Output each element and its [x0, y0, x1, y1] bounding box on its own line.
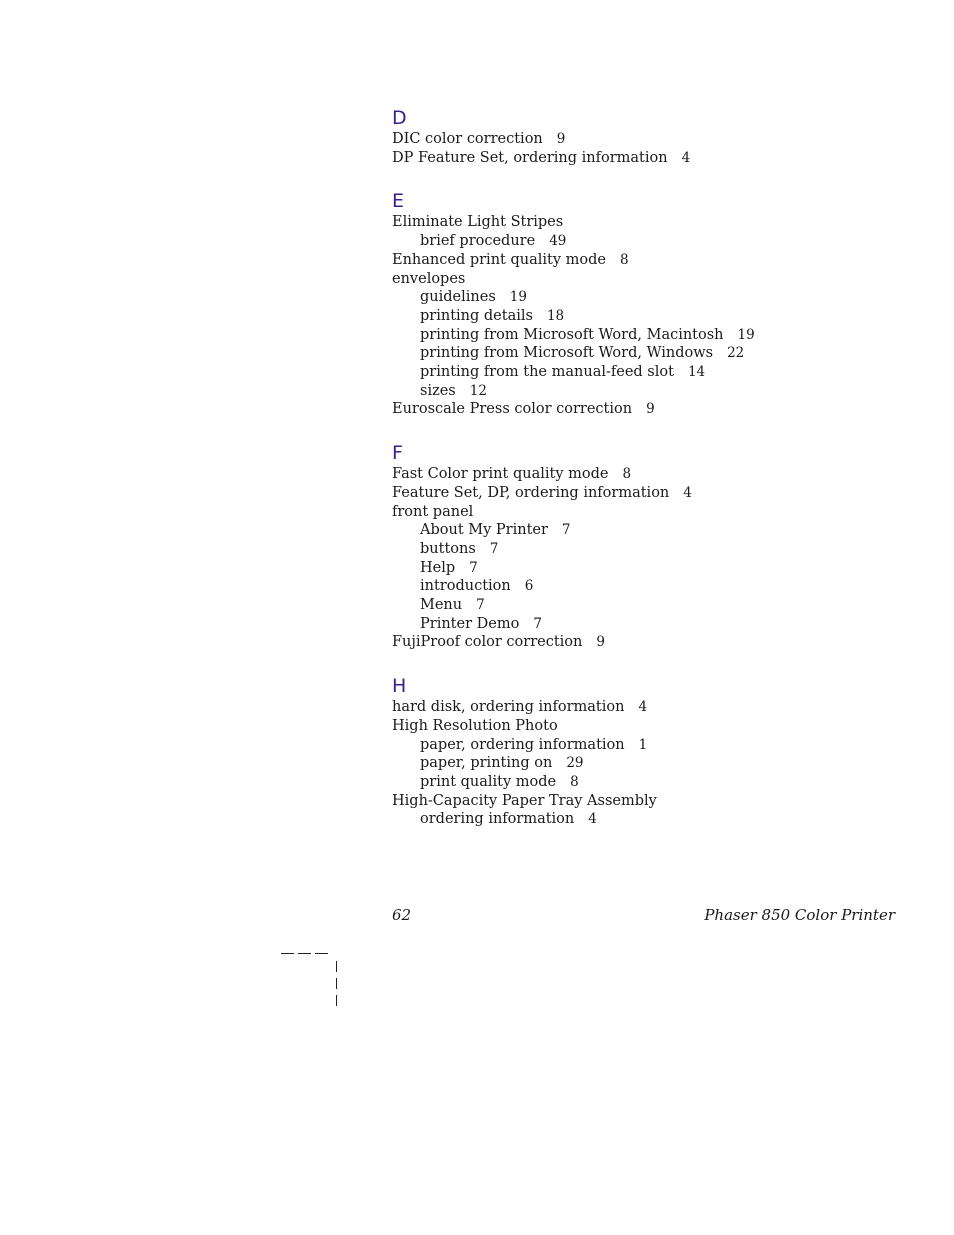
entry-page-number[interactable]: 6: [524, 578, 534, 595]
index-entry: [392, 484, 912, 503]
index-section-f: [392, 441, 912, 652]
entry-text: DP Feature Set, ordering information: [392, 149, 668, 166]
index-subentry: [392, 363, 912, 382]
entry-page-number[interactable]: 9: [596, 634, 605, 651]
index-subentry: [392, 307, 912, 326]
section-letter: E: [392, 190, 405, 213]
entry-text: printing from the manual-feed slot: [420, 364, 674, 381]
index-subentry: [392, 810, 912, 829]
index-subentry: [392, 754, 912, 773]
index-entry: [392, 251, 912, 270]
crop-mark-vertical: [336, 995, 337, 1006]
index-entry: [392, 213, 912, 232]
index-section-h: [392, 674, 912, 829]
index-section-d: [392, 106, 912, 167]
index-subentry: [392, 615, 912, 634]
entry-text: About My Printer: [420, 522, 548, 539]
index-entry: [392, 130, 912, 149]
section-letter: H: [392, 675, 407, 698]
index-entry: [392, 503, 912, 522]
entry-page-number[interactable]: 4: [638, 699, 648, 716]
entry-text: printing from Microsoft Word, Macintosh: [420, 326, 724, 343]
index-entry: [392, 149, 912, 168]
index-section-e: [392, 189, 912, 419]
section-letter: F: [392, 442, 403, 465]
entry-page-number[interactable]: 4: [588, 811, 597, 828]
crop-mark-vertical: [336, 978, 337, 989]
entry-page-number[interactable]: 1: [638, 736, 648, 753]
entry-text: Fast Color print quality mode: [392, 466, 609, 483]
crop-mark-horizontal: [298, 953, 311, 954]
entry-page-number[interactable]: 8: [570, 773, 579, 790]
index-entry: [392, 270, 912, 289]
index-subentry: [392, 736, 912, 755]
entry-text: High Resolution Photo: [392, 717, 558, 734]
index-entry: [392, 717, 912, 736]
entry-text: sizes: [420, 382, 456, 399]
index-subentry: [392, 288, 912, 307]
index-subentry: [392, 344, 912, 363]
index-subentry: [392, 577, 912, 596]
index-subentry: [392, 540, 912, 559]
entry-text: Euroscale Press color correction: [392, 401, 633, 418]
entry-page-number[interactable]: 7: [489, 540, 499, 557]
index-subentry: [392, 521, 912, 540]
entry-text: FujiProof color correction: [392, 634, 583, 651]
entry-text: Feature Set, DP, ordering information: [392, 484, 670, 501]
entry-text: High-Capacity Paper Tray Assembly: [392, 792, 657, 809]
entry-text: introduction: [420, 578, 511, 595]
entry-text: paper, printing on: [420, 755, 553, 772]
entry-text: Enhanced print quality mode: [392, 251, 606, 268]
entry-page-number[interactable]: 22: [727, 345, 745, 362]
entry-text: Menu: [420, 597, 463, 614]
index-subentry: [392, 596, 912, 615]
entry-page-number[interactable]: 19: [737, 326, 755, 343]
entry-page-number[interactable]: 9: [556, 131, 566, 147]
entry-text: printing details: [420, 307, 533, 324]
entry-text: envelopes: [392, 270, 466, 287]
index-subentry: [392, 559, 912, 578]
entry-page-number[interactable]: 29: [566, 755, 584, 772]
index-subentry: [392, 326, 912, 345]
entry-page-number[interactable]: 49: [549, 233, 567, 250]
entry-text: paper, ordering information: [420, 736, 625, 753]
entry-page-number[interactable]: 19: [509, 289, 527, 306]
entry-text: hard disk, ordering information: [392, 699, 625, 716]
entry-page-number[interactable]: 7: [469, 559, 478, 576]
index-subentry: [392, 773, 912, 792]
index-entry: [392, 792, 912, 811]
crop-mark-horizontal: [315, 953, 328, 954]
entry-text: print quality mode: [420, 773, 557, 790]
index-entry: [392, 698, 912, 717]
index-entry: [392, 400, 912, 419]
entry-page-number[interactable]: 14: [687, 364, 706, 381]
index-entry: [392, 633, 912, 652]
index-entry: [392, 465, 912, 484]
index-subentry: [392, 382, 912, 401]
crop-mark-horizontal: [281, 953, 294, 954]
section-letter: D: [392, 107, 407, 129]
entry-page-number[interactable]: 8: [622, 466, 632, 483]
footer-page-number: 62: [392, 906, 412, 924]
footer-product-title: Phaser 850 Color Printer: [704, 906, 895, 924]
entry-page-number[interactable]: 4: [683, 484, 692, 501]
entry-text: buttons: [420, 540, 476, 557]
entry-text: DIC color correction: [392, 131, 543, 147]
entry-page-number[interactable]: 7: [561, 522, 571, 539]
entry-page-number[interactable]: 12: [469, 382, 487, 399]
entry-text: printing from Microsoft Word, Windows: [420, 345, 714, 362]
entry-page-number[interactable]: 7: [533, 615, 542, 632]
entry-text: guidelines: [420, 289, 496, 306]
entry-text: Help: [420, 559, 456, 576]
entry-page-number[interactable]: 18: [546, 307, 565, 324]
crop-mark-vertical: [336, 961, 337, 972]
entry-text: Printer Demo: [420, 615, 520, 632]
entry-text: Eliminate Light Stripes: [392, 214, 564, 231]
entry-page-number[interactable]: 4: [681, 149, 691, 166]
index-column: [392, 106, 912, 851]
entry-text: brief procedure: [420, 233, 536, 250]
entry-page-number[interactable]: 8: [619, 251, 629, 268]
index-subentry: [392, 232, 912, 251]
entry-page-number[interactable]: 9: [646, 401, 655, 418]
entry-page-number[interactable]: 7: [476, 597, 485, 614]
entry-text: front panel: [392, 503, 474, 520]
entry-text: ordering information: [420, 811, 575, 828]
